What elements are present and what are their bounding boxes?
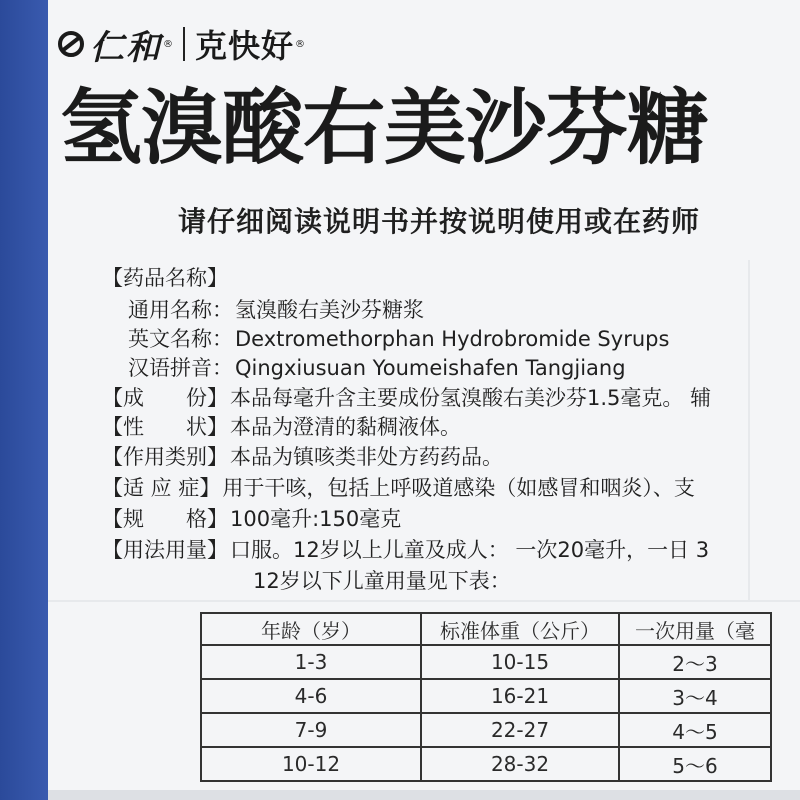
table-cell: 3～4: [619, 679, 771, 713]
table-cell: 4～5: [619, 713, 771, 747]
field-label: 【成 份】: [102, 386, 228, 410]
field-value: 100毫升:150毫克: [230, 507, 402, 531]
table-cell: 16-21: [421, 679, 619, 713]
product-title: 氢溴酸右美沙芬糖: [60, 81, 709, 176]
table-cell: 4-6: [201, 679, 421, 713]
appearance-row: [102, 411, 461, 441]
field-value: Dextromethorphan Hydrobromide Syrups: [235, 327, 670, 351]
field-label: 英文名称：: [128, 327, 233, 351]
company-name: 仁和: [90, 27, 162, 68]
table-header-cell: 一次用量（毫: [619, 613, 771, 645]
registered-mark: ®: [163, 38, 173, 50]
table-row: [201, 645, 771, 679]
table-header-cell: 年龄（岁）: [201, 613, 421, 645]
category-row: [102, 441, 503, 471]
table-row: [201, 747, 771, 781]
field-value: 氢溴酸右美沙芬糖浆: [235, 298, 424, 322]
field-label: 【适 应 症】: [102, 476, 221, 500]
table-cell: 10-15: [421, 645, 619, 679]
dosage-table: [200, 612, 772, 782]
table-cell: 7-9: [201, 713, 421, 747]
table-cell: 1-3: [201, 645, 421, 679]
product-brand-name: 克快好: [195, 27, 295, 65]
field-label: 【规 格】: [102, 507, 228, 531]
table-row: [201, 713, 771, 747]
table-header-cell: 标准体重（公斤）: [421, 613, 619, 645]
indications-row: [102, 472, 695, 502]
table-cell: 10-12: [201, 747, 421, 781]
section-header-drug-name: 【药品名称】: [102, 266, 228, 290]
specification-row: [102, 503, 401, 533]
field-label: 【用法用量】: [102, 538, 228, 562]
usage-notice: 请仔细阅读说明书并按说明使用或在药师: [178, 205, 701, 238]
field-label: 通用名称：: [128, 298, 233, 322]
field-value: 口服。12岁以上儿童及成人： 一次20毫升，一日 3: [230, 538, 710, 562]
dosage-row: [102, 534, 709, 564]
field-value: Qingxiusuan Youmeishafen Tangjiang: [235, 356, 626, 380]
field-label: 【性 状】: [102, 415, 228, 439]
table-cell: 5～6: [619, 747, 771, 781]
table-cell: 28-32: [421, 747, 619, 781]
field-value: 用于干咳，包括上呼吸道感染（如感冒和咽炎）、支: [222, 476, 695, 500]
english-name-row: [128, 323, 669, 353]
table-cell: 2～3: [619, 645, 771, 679]
registered-mark: ®: [295, 38, 306, 50]
generic-name-row: [128, 294, 424, 324]
ingredients-row: [102, 382, 711, 412]
field-value: 本品为澄清的黏稠液体。: [230, 415, 461, 439]
table-header-row: [201, 613, 771, 645]
field-value: 本品为镇咳类非处方药药品。: [230, 445, 503, 469]
field-label: 汉语拼音：: [128, 356, 233, 380]
dosage-note: 12岁以下儿童用量见下表：: [253, 569, 511, 593]
table-row: [201, 679, 771, 713]
table-cell: 22-27: [421, 713, 619, 747]
field-label: 【作用类别】: [102, 445, 228, 469]
pinyin-name-row: [128, 352, 626, 382]
field-value: 本品每毫升含主要成份氢溴酸右美沙芬1.5毫克。 辅: [230, 386, 712, 410]
